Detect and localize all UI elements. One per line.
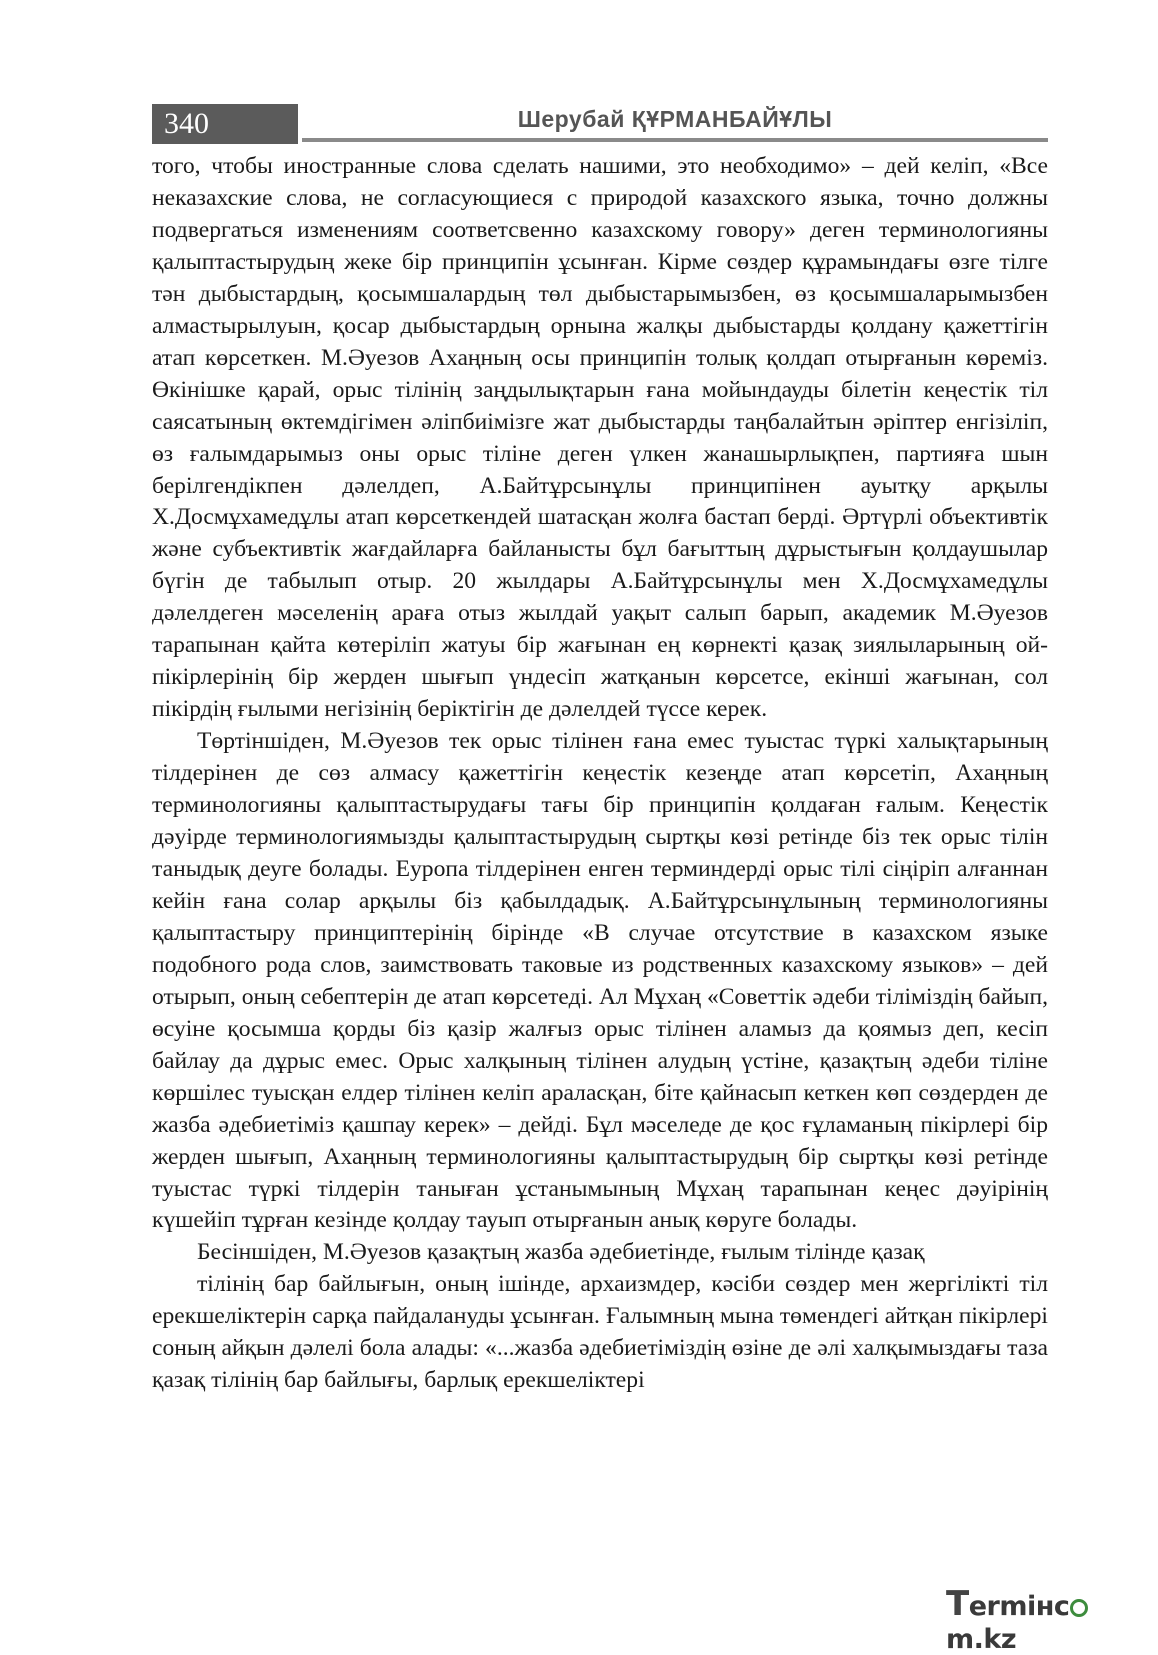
paragraph: Төртіншіден, М.Әуезов тек орыс тілінен ғана емес туыстас түркі халықтарының тілдерінен де сөз алмасу қажеттігін кеңестік кезеңде атап көрсетіп, Ахаңның терминологияны қалыптастырудағы тағы бір принципін қолдаған ғалым. Кеңестік дәуірде терминологиямызды қалыптастырудың сыртқы көзі ретінде біз тек орыс тілін таныдық деуге болады. Еуропа тілдерінен енген терминдерді орыс тілі сіңіріп алғаннан кейін ғана солар арқылы біз қабылдадық. А.Байтұрсынұлының терминологияны қалыптастыру принциптерінің бірінде «В случае отсутствие в казахском языке подобного рода слов, заимствовать таковые из родственных казахскому языков» – дей отырып, оның себептерін де атап көрсетеді. Ал Мұхаң «Советтік әдеби тіліміздің байып, өсуіне қосымша қорды біз қазір жалғыз орыс тілінен аламыз да қоямыз деп, кесіп байлау да дұрыс емес. Орыс халқының тілінен алудың үстіне, қазақтың әдеби тіліне көршілес туысқан елдер тілінен келіп араласқан, біте қайнасып кеткен көп сөздерден де жазба әдебиетіміз қашпау керек» – дейді. Бұл мәселеде де қос ғұламаның пікірлері бір жерден шығып, Ахаңның терминологияны қалыптастырудың бір сыртқы көзі ретінде туыстас түркі тілдерін таныған ұстанымының Мұхаң тарапынан кеңес дәуірінің күшейіп тұрған кезінде қолдау тауып отырғанын анық көруге болады. [152, 728, 1048, 1234]
watermark-domain: m.kz [946, 1624, 1017, 1655]
page-number: 340 [152, 104, 298, 144]
paragraph: тілінің бар байлығын, оның ішінде, архаизмдер, кәсіби сөздер мен жергілікті тіл ерекшеліктерін сарқа пайдалануды ұсынған. Ғалымның мына төмендегі айтқан пікірлері соның айқын дәлелі бола алады: «...жазба әдебиетіміздің өзіне де әлі халқымыздағы таза қазақ тілінің бар байлығы, барлық ерекшеліктері [152, 1271, 1048, 1394]
watermark-text: ermінc [968, 1591, 1070, 1622]
running-title: Шерубай ҚҰРМАНБАЙҰЛЫ [517, 106, 833, 132]
globe-icon [1070, 1599, 1088, 1617]
watermark-letter: T [946, 1584, 969, 1624]
page-header [152, 104, 1048, 146]
paragraph: Бесіншіден, М.Әуезов қазақтың жазба әдебиетінде, ғылым тілінде қазақ [197, 1239, 925, 1266]
watermark-logo [946, 1584, 1158, 1655]
body-text [152, 151, 1048, 1397]
paragraph: того, чтобы иностранные слова сделать нашими, это необходимо» – дей келіп, «Все неказахские слова, не согласующиеся с природой казахского языка, точно должны подвергаться изменениям соответсвенно казахскому говору» деген терминологияны қалыптастырудың жеке бір принципін ұсынған. Кірме сөздер құрамындағы өзге тілге тән дыбыстардың, қосымшалардың төл дыбыстарымызбен, өз қосымшаларымызбен алмастырылуын, қосар дыбыстардың орнына жалқы дыбыстарды қолдану қажеттігін атап көрсеткен. М.Әуезов Ахаңның осы принципін толық қолдап отырғанын көреміз. Өкінішке қарай, орыс тілінің заңдылықтарын ғана мойындауды білетін кеңестік тіл саясатының өктемдігімен әліпбиімізге жат дыбыстарды таңбалайтын әріптер енгізіліп, өз ғалымдарымыз оны орыс тіліне деген үлкен жанашырлықпен, партияға шын берілгендікпен дәлелдеп, А.Байтұрсынұлы принципінен ауытқу арқылы Х.Досмұхамедұлы атап көрсеткендей шатасқан жолға бастап берді. Әртүрлі объективтік және субъективтік жағдайларға байланысты бұл бағыттың дұрыстығын қолдаушылар бүгін де табылып отыр. 20 жылдары А.Байтұрсынұлы мен Х.Досмұхамедұлы дәлелдеген мәселенің араға отыз жылдай уақыт салып барып, академик М.Әуезов тарапынан қайта көтеріліп жатуы бір жағынан ең көрнекті қазақ зиялыларының ой-пікірлерінің бір жерден шығып үндесіп жатқанын көрсетсе, екінші жағынан, сол пікірдің ғылыми негізінің беріктігін де дәлелдей түссе керек. [152, 153, 1048, 723]
header-rule [302, 138, 1048, 142]
